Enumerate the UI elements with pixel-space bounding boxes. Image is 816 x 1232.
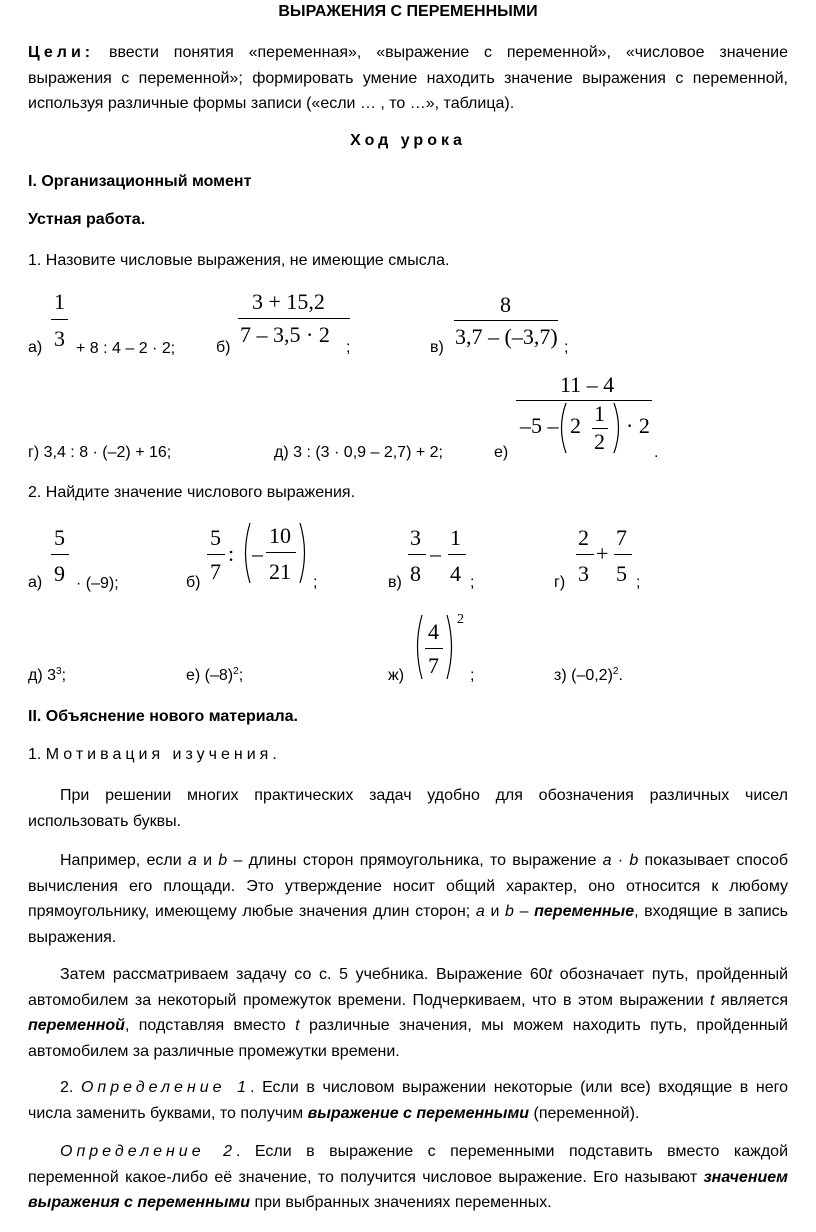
task2-g-label: г) xyxy=(554,574,566,591)
oral-work-heading: Устная работа. xyxy=(28,211,146,228)
var-t: t xyxy=(547,966,553,983)
task2-zh-left-paren xyxy=(412,614,424,680)
task2-e-end: ; xyxy=(238,667,244,684)
section2-heading: II. Объяснение нового материала. xyxy=(28,708,298,725)
task1-b-fraction-bar xyxy=(238,318,350,319)
task2-d-expression xyxy=(28,666,66,686)
text: , подставляя вместо xyxy=(124,1017,296,1034)
var-a: a xyxy=(187,852,197,869)
task2-b-fraction-bar xyxy=(207,554,225,555)
term-variable: переменной xyxy=(28,1017,125,1034)
term-variables: переменные xyxy=(534,903,635,920)
var-t: t xyxy=(710,991,715,1009)
task1-e-inner-denominator: 2 xyxy=(594,429,605,454)
task2-e-expression xyxy=(186,666,243,686)
task2-v-numerator2: 1 xyxy=(450,525,461,550)
task1-b-label: б) xyxy=(216,339,231,356)
motivation-heading xyxy=(28,745,281,765)
task2-g-numerator2: 7 xyxy=(616,525,627,550)
task1-e-numerator: 11 – 4 xyxy=(560,372,615,397)
task2-b-denominator: 7 xyxy=(210,559,221,584)
task1-e-inner-numerator: 1 xyxy=(594,401,605,426)
task2-d-power: 3 xyxy=(56,666,62,677)
text: . Если в выражение с переменными подставить вместо каждой переменной какое-либо её значение, то получится числовое выражение. Его называют xyxy=(28,1143,789,1186)
definition-2 xyxy=(28,1139,788,1216)
var-a: a xyxy=(475,903,485,920)
paragraph-textbook-task xyxy=(28,962,788,1064)
task2-v-numerator: 3 xyxy=(410,525,421,550)
task2-v-minus: – xyxy=(430,541,441,566)
task2-v-fraction-bar2 xyxy=(448,554,466,555)
task1-d-expression: д) 3 : (3 · 0,9 – 2,7) + 2; xyxy=(274,444,443,461)
goals-text: ввести понятия «переменная», «выражение с переменной», «числовое значение выражения с переменной»; формировать умение находить значение выражения с переменной, используя различные формы записи («если … , то …», таблица). xyxy=(28,44,788,112)
text: является xyxy=(714,991,789,1009)
definition-1-number: 2. xyxy=(60,1079,81,1096)
task2-a-denominator: 9 xyxy=(54,561,65,586)
task1-e-minus-five: –5 – xyxy=(520,413,559,438)
task2-v-denominator2: 4 xyxy=(450,561,461,586)
text: и xyxy=(484,903,506,920)
task2-g-fraction-bar2 xyxy=(614,554,632,555)
definition-2-label: Определение 2 xyxy=(60,1143,236,1160)
task2-b-minus: – xyxy=(252,541,263,566)
paragraph-letters: При решении многих практических задач удобно для обозначения различных чисел использовать буквы. xyxy=(28,787,788,830)
task2-v-denominator: 8 xyxy=(410,561,421,586)
text: . Если в числовом выражении некоторые (или все) входящие в него числа заменить буквами, то получим xyxy=(28,1079,788,1122)
text: Например, если xyxy=(60,852,188,869)
task2-b-fraction-bar2 xyxy=(266,552,296,553)
task1-g-expression: г) 3,4 : 8 · (–2) + 16; xyxy=(28,444,172,461)
expr-b: b xyxy=(629,852,639,869)
var-t: t xyxy=(295,1017,300,1034)
task2-v-fraction-bar xyxy=(408,554,426,555)
task2-b-end: ; xyxy=(313,574,318,591)
task2-e-base: е) (–8) xyxy=(186,667,234,684)
task2-d-end: ; xyxy=(61,667,67,684)
text: показывает способ вычисления его площади. Это утверждение носит общий характер, оно относится к любому прямоугольнику, имеющему любые значения длин сторон; xyxy=(28,852,789,920)
task2-zh-denominator: 7 xyxy=(428,653,439,678)
motivation-label: Мотивация изучения. xyxy=(45,746,281,763)
task2-a-numerator: 5 xyxy=(54,525,65,550)
motivation-number: 1. xyxy=(28,746,42,763)
task1-v-label: в) xyxy=(430,339,444,356)
task2-z-end: . xyxy=(618,667,623,684)
task1-e-left-paren xyxy=(556,402,568,454)
var-b: b xyxy=(218,852,228,869)
task2-v-label: в) xyxy=(388,574,402,591)
definition-1 xyxy=(28,1075,788,1126)
page-title: ВЫРАЖЕНИЯ С ПЕРЕМЕННЫМИ xyxy=(278,3,538,20)
task2-zh-label: ж) xyxy=(388,667,405,684)
task2-b-denominator2: 21 xyxy=(269,559,291,584)
text: различные значения, мы можем находить путь, пройденный автомобилем за различные промежутки времени. xyxy=(28,1017,788,1060)
text: и xyxy=(196,852,219,869)
task2-g-plus: + xyxy=(596,541,609,566)
task1-text: 1. Назовите числовые выражения, не имеющие смысла. xyxy=(28,252,450,269)
task1-b-end: ; xyxy=(346,339,351,356)
task1-a-denominator: 3 xyxy=(54,326,65,351)
task2-zh-end: ; xyxy=(470,667,475,684)
task1-e-right-paren xyxy=(612,402,624,454)
task1-v-end: ; xyxy=(564,339,569,356)
task1-v-fraction-bar xyxy=(454,320,558,321)
task1-e-times-two: · 2 xyxy=(626,413,650,438)
expr-a: a xyxy=(602,852,612,869)
task1-e-end: . xyxy=(654,444,659,461)
task2-a-expression: · (–9); xyxy=(76,575,119,592)
task2-a-fraction-bar xyxy=(51,554,69,555)
task2-b-numerator2: 10 xyxy=(269,523,291,548)
task2-b-divide: : xyxy=(228,541,235,566)
goals-paragraph xyxy=(28,40,788,117)
text: (переменной). xyxy=(529,1104,640,1122)
task2-g-denominator2: 5 xyxy=(616,561,627,586)
var-b: b xyxy=(505,903,514,920)
task2-zh-power: 2 xyxy=(457,612,464,627)
task1-a-label: а) xyxy=(28,339,43,356)
term-expression-with-variables: выражение с переменными xyxy=(307,1104,530,1122)
task1-b-denominator: 7 – 3,5 · 2 xyxy=(240,322,330,347)
task2-z-base: з) (–0,2) xyxy=(554,667,613,684)
task2-b-label: б) xyxy=(186,574,201,591)
goals-label: Цели: xyxy=(28,44,95,61)
text: Затем рассматриваем задачу со с. 5 учебника. Выражение 60 xyxy=(60,966,548,983)
term-expression-value: значением выражения с переменными xyxy=(28,1168,788,1211)
task1-e-label: е) xyxy=(494,444,509,461)
task2-g-denominator: 3 xyxy=(578,561,589,586)
task2-g-fraction-bar xyxy=(576,554,594,555)
task2-g-end: ; xyxy=(636,574,641,591)
text: обозначает путь, пройденный автомобилем за некоторый промежуток времени. Подчеркиваем, что в этом выражении xyxy=(28,966,789,1009)
task1-a-fraction-bar xyxy=(51,319,68,320)
task1-v-numerator: 8 xyxy=(500,292,511,317)
task2-b-right-paren xyxy=(298,522,310,584)
task2-a-label: а) xyxy=(28,574,43,591)
text: , входящие в запись выражения. xyxy=(28,903,789,946)
task2-text: 2. Найдите значение числового выражения. xyxy=(28,484,356,501)
task2-zh-fraction-bar xyxy=(425,648,443,649)
lesson-heading: Ход урока xyxy=(350,132,466,149)
task2-zh-numerator: 4 xyxy=(428,619,439,644)
task1-b-numerator: 3 + 15,2 xyxy=(252,289,325,314)
task2-e-power: 2 xyxy=(233,666,239,677)
task2-b-left-paren xyxy=(240,522,252,584)
expr-dot: · xyxy=(611,852,630,869)
task1-v-denominator: 3,7 – (–3,7) xyxy=(455,324,558,349)
task1-e-whole: 2 xyxy=(570,413,581,438)
definition-1-label: Определение 1 xyxy=(80,1079,251,1096)
task1-a-numerator: 1 xyxy=(54,289,65,314)
task2-zh-right-paren xyxy=(445,614,457,680)
task2-v-end: ; xyxy=(470,574,475,591)
task2-z-power: 2 xyxy=(612,666,619,677)
paragraph-rectangle xyxy=(28,848,788,950)
text: – xyxy=(513,903,535,920)
task2-d-base: д) 3 xyxy=(28,667,57,684)
section1-heading: I. Организационный момент xyxy=(28,173,252,190)
task1-e-fraction-bar xyxy=(516,400,652,401)
text: – длины сторон прямоугольника, то выражение xyxy=(227,852,603,869)
task2-g-numerator: 2 xyxy=(578,525,589,550)
task2-z-expression xyxy=(554,666,623,686)
task1-a-expression: + 8 : 4 – 2 · 2; xyxy=(76,340,176,357)
text: при выбранных значениях переменных. xyxy=(250,1194,552,1211)
task2-b-numerator: 5 xyxy=(210,525,221,550)
